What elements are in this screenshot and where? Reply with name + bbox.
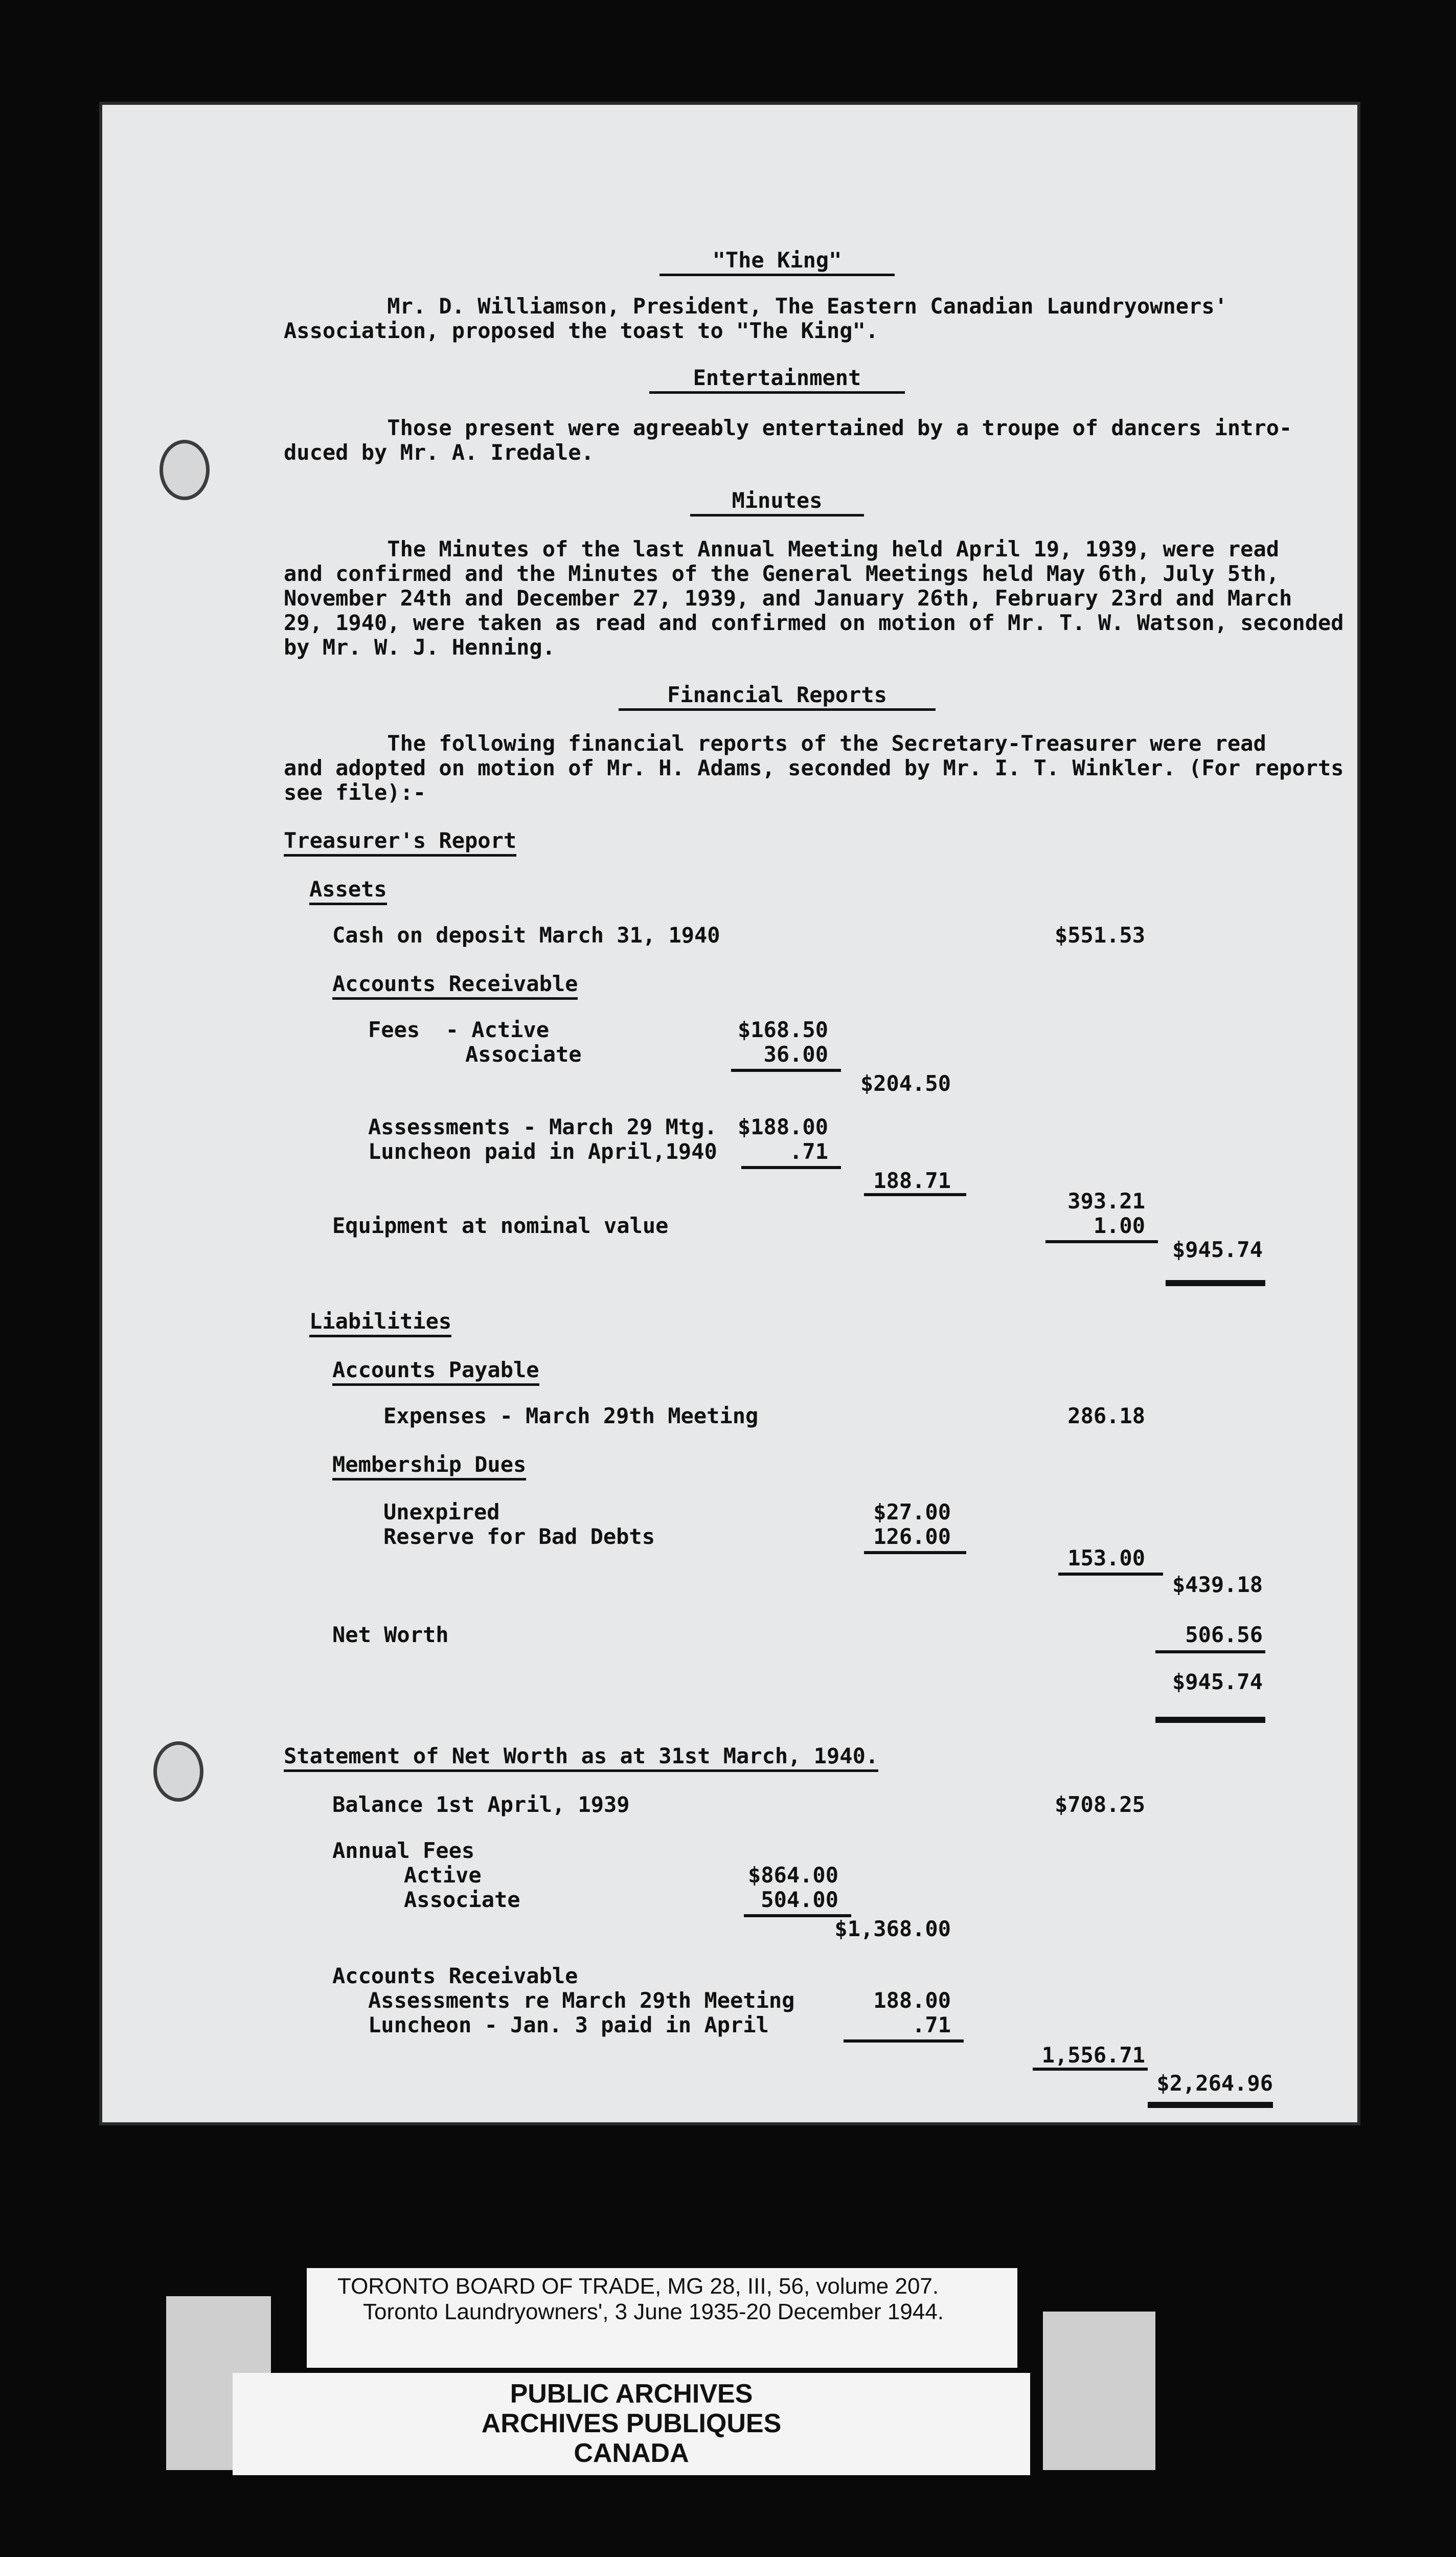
luncheon-label: Luncheon paid in April,1940 xyxy=(368,1139,717,1164)
punch-hole-top xyxy=(160,440,210,500)
dues-total: 153.00 xyxy=(1067,1545,1145,1571)
annual-fees-total: $1,368.00 xyxy=(834,1916,951,1941)
equipment-label: Equipment at nominal value xyxy=(332,1213,669,1238)
net-worth-label: Net Worth xyxy=(332,1622,449,1647)
heading-the-king: "The King" xyxy=(659,248,895,276)
cash-label: Cash on deposit March 31, 1940 xyxy=(332,923,720,948)
rule-fees xyxy=(731,1069,841,1072)
rule-statement-ar xyxy=(844,2039,964,2043)
expenses-label: Expenses - March 29th Meeting xyxy=(383,1403,759,1428)
assessments-total: 188.71 xyxy=(873,1168,951,1193)
rule-statement-grand-total xyxy=(1148,2102,1273,2108)
annual-associate-value: 504.00 xyxy=(761,1887,838,1912)
punch-hole-bottom xyxy=(153,1741,203,1802)
paragraph-minutes-line-3: November 24th and December 27, 1939, and January 26th, February 23rd and March xyxy=(284,586,1292,611)
annual-active-label: Active xyxy=(404,1863,482,1888)
annual-associate-label: Associate xyxy=(404,1887,520,1912)
heading-financial-reports: Financial Reports xyxy=(619,683,936,711)
annual-fees-label: Annual Fees xyxy=(332,1838,475,1863)
fees-associate-label: Associate xyxy=(465,1042,582,1067)
statement-sub-total: 1,556.71 xyxy=(1041,2043,1145,2068)
rule-assets-total xyxy=(1166,1280,1265,1286)
statement-luncheon-label: Luncheon - Jan. 3 paid in April xyxy=(368,2012,769,2037)
net-worth-value: 506.56 xyxy=(1185,1622,1263,1647)
paragraph-financial-line-3: see file):- xyxy=(284,780,426,805)
paragraph-entertainment-line-1: Those present were agreeably entertained by a troupe of dancers intro- xyxy=(284,415,1292,440)
archive-tag-right-tab xyxy=(1043,2312,1155,2470)
document-page xyxy=(102,105,1357,2122)
unexpired-value: $27.00 xyxy=(873,1499,951,1524)
rule-net-worth xyxy=(1155,1650,1265,1653)
paragraph-minutes-line-5: by Mr. W. J. Henning. xyxy=(284,635,556,660)
heading-entertainment: Entertainment xyxy=(649,366,905,394)
rule-grand-total xyxy=(1155,1717,1265,1723)
paragraph-financial-line-2: and adopted on motion of Mr. H. Adams, seconded by Mr. I. T. Winkler. (For reports xyxy=(284,755,1344,780)
statement-assessments-label: Assessments re March 29th Meeting xyxy=(368,1988,795,2013)
statement-ar-heading: Accounts Receivable xyxy=(332,1963,578,1988)
paragraph-king-line-1: Mr. D. Williamson, President, The Eastern Canadian Laundryowners' xyxy=(284,294,1227,319)
statement-grand-total: $2,264.96 xyxy=(1156,2071,1273,2096)
grand-total: $945.74 xyxy=(1172,1669,1263,1694)
paragraph-financial-line-1: The following financial reports of the Secretary-Treasurer were read xyxy=(284,731,1266,756)
archive-reference-line-1: TORONTO BOARD OF TRADE, MG 28, III, 56, volume 207. xyxy=(337,2274,939,2299)
assessments-label: Assessments - March 29 Mtg. xyxy=(368,1114,717,1139)
rule-statement-sub xyxy=(1033,2068,1148,2071)
heading-accounts-receivable: Accounts Receivable xyxy=(332,972,578,1000)
balance-label: Balance 1st April, 1939 xyxy=(332,1792,630,1817)
liabilities-total: $439.18 xyxy=(1172,1572,1263,1597)
paragraph-king-line-2: Association, proposed the toast to "The King". xyxy=(284,318,879,343)
expenses-value: 286.18 xyxy=(1067,1403,1145,1428)
heading-membership-dues: Membership Dues xyxy=(332,1452,526,1481)
assets-total: $945.74 xyxy=(1172,1237,1263,1262)
unexpired-label: Unexpired xyxy=(383,1499,500,1524)
fees-active-value: $168.50 xyxy=(737,1017,828,1042)
heading-assets: Assets xyxy=(309,877,387,905)
annual-active-value: $864.00 xyxy=(747,1863,838,1888)
reserve-label: Reserve for Bad Debts xyxy=(383,1524,655,1549)
archive-stamp-line-1: PUBLIC ARCHIVES xyxy=(510,2379,753,2409)
statement-assessments-value: 188.00 xyxy=(873,1988,951,2013)
ar-total: 393.21 xyxy=(1067,1188,1145,1214)
assessments-value: $188.00 xyxy=(737,1114,828,1139)
heading-minutes: Minutes xyxy=(690,488,864,517)
reserve-value: 126.00 xyxy=(873,1524,951,1549)
fees-total: $204.50 xyxy=(860,1071,951,1096)
paragraph-minutes-line-1: The Minutes of the last Annual Meeting held April 19, 1939, were read xyxy=(284,536,1280,562)
statement-luncheon-value: .71 xyxy=(912,2012,951,2037)
luncheon-value: .71 xyxy=(789,1139,828,1164)
paragraph-minutes-line-4: 29, 1940, were taken as read and confirmed on motion of Mr. T. W. Watson, seconded xyxy=(284,610,1344,635)
rule-dues xyxy=(864,1551,966,1554)
heading-liabilities: Liabilities xyxy=(309,1309,451,1337)
rule-ar xyxy=(864,1193,966,1196)
heading-accounts-payable: Accounts Payable xyxy=(332,1358,539,1386)
paragraph-entertainment-line-2: duced by Mr. A. Iredale. xyxy=(284,440,594,465)
equipment-value: 1.00 xyxy=(1093,1213,1145,1238)
archive-stamp-line-3: CANADA xyxy=(574,2438,689,2468)
cash-value: $551.53 xyxy=(1054,923,1145,948)
archive-stamp-line-2: ARCHIVES PUBLIQUES xyxy=(481,2409,782,2438)
heading-statement-net-worth: Statement of Net Worth as at 31st March, 1940. xyxy=(284,1744,878,1772)
balance-value: $708.25 xyxy=(1054,1792,1145,1817)
fees-active-label: Fees - Active xyxy=(368,1017,550,1042)
heading-treasurers-report: Treasurer's Report xyxy=(284,828,516,857)
fees-associate-value: 36.00 xyxy=(763,1042,828,1067)
rule-assessments xyxy=(741,1166,841,1169)
archive-reference-line-2: Toronto Laundryowners', 3 June 1935-20 December 1944. xyxy=(363,2299,944,2324)
paragraph-minutes-line-2: and confirmed and the Minutes of the General Meetings held May 6th, July 5th, xyxy=(284,561,1280,586)
